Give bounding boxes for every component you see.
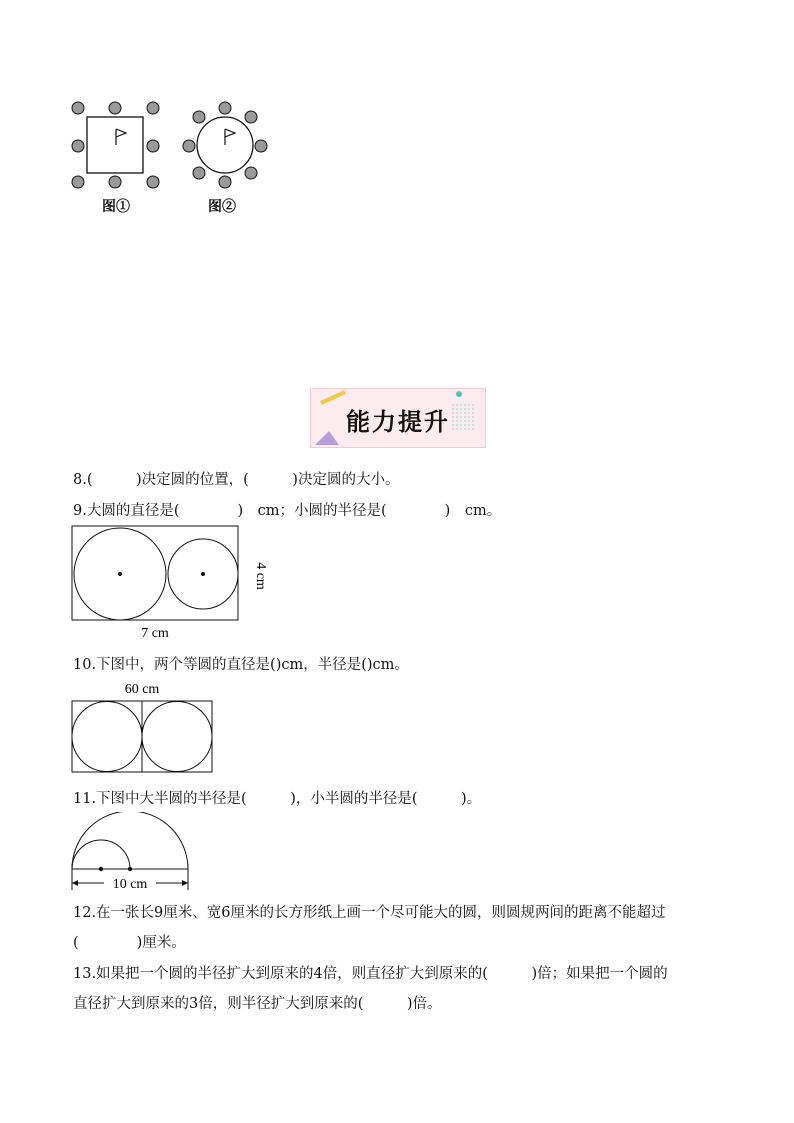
question-13-line-2: 直径扩大到原来的3倍，则半径扩大到原来的( )倍。 xyxy=(73,996,442,1012)
q10-width-label: 60 cm xyxy=(124,682,160,697)
question-11: 11.下图中大半圆的半径是( )，小半圆的半径是( )。 xyxy=(73,791,482,807)
figure-1-label: 图① xyxy=(102,199,130,215)
figure-2-label: 图② xyxy=(208,199,236,215)
q9-width-label: 7 cm xyxy=(141,626,169,641)
q11-length-label: 10 cm xyxy=(112,877,148,892)
flag-icon xyxy=(225,129,235,145)
section-banner xyxy=(310,388,486,448)
flag-icon xyxy=(116,129,126,145)
figure-square-with-dots xyxy=(60,95,180,195)
question-12-line-2: ( )厘米。 xyxy=(73,935,186,951)
figure-circle-with-dots xyxy=(175,95,275,195)
question-8: 8.( )决定圆的位置，( )决定圆的大小。 xyxy=(73,472,400,488)
question-10: 10.下图中，两个等圆的直径是()cm，半径是()cm。 xyxy=(73,657,409,673)
q9-height-label: 4 cm xyxy=(253,562,268,590)
q11-diagram xyxy=(68,812,198,894)
q10-diagram xyxy=(70,677,220,777)
question-13-line-1: 13.如果把一个圆的半径扩大到原来的4倍，则直径扩大到原来的( )倍；如果把一个圆的 xyxy=(73,966,668,982)
question-9: 9.大圆的直径是( ) cm；小圆的半径是( ) cm。 xyxy=(73,503,502,519)
banner-title: 能力提升 xyxy=(346,408,450,436)
q9-diagram xyxy=(70,524,270,644)
question-12-line-1: 12.在一张长9厘米、宽6厘米的长方形纸上画一个尽可能大的圆，则圆规两间的距离不能超过 xyxy=(73,905,666,921)
